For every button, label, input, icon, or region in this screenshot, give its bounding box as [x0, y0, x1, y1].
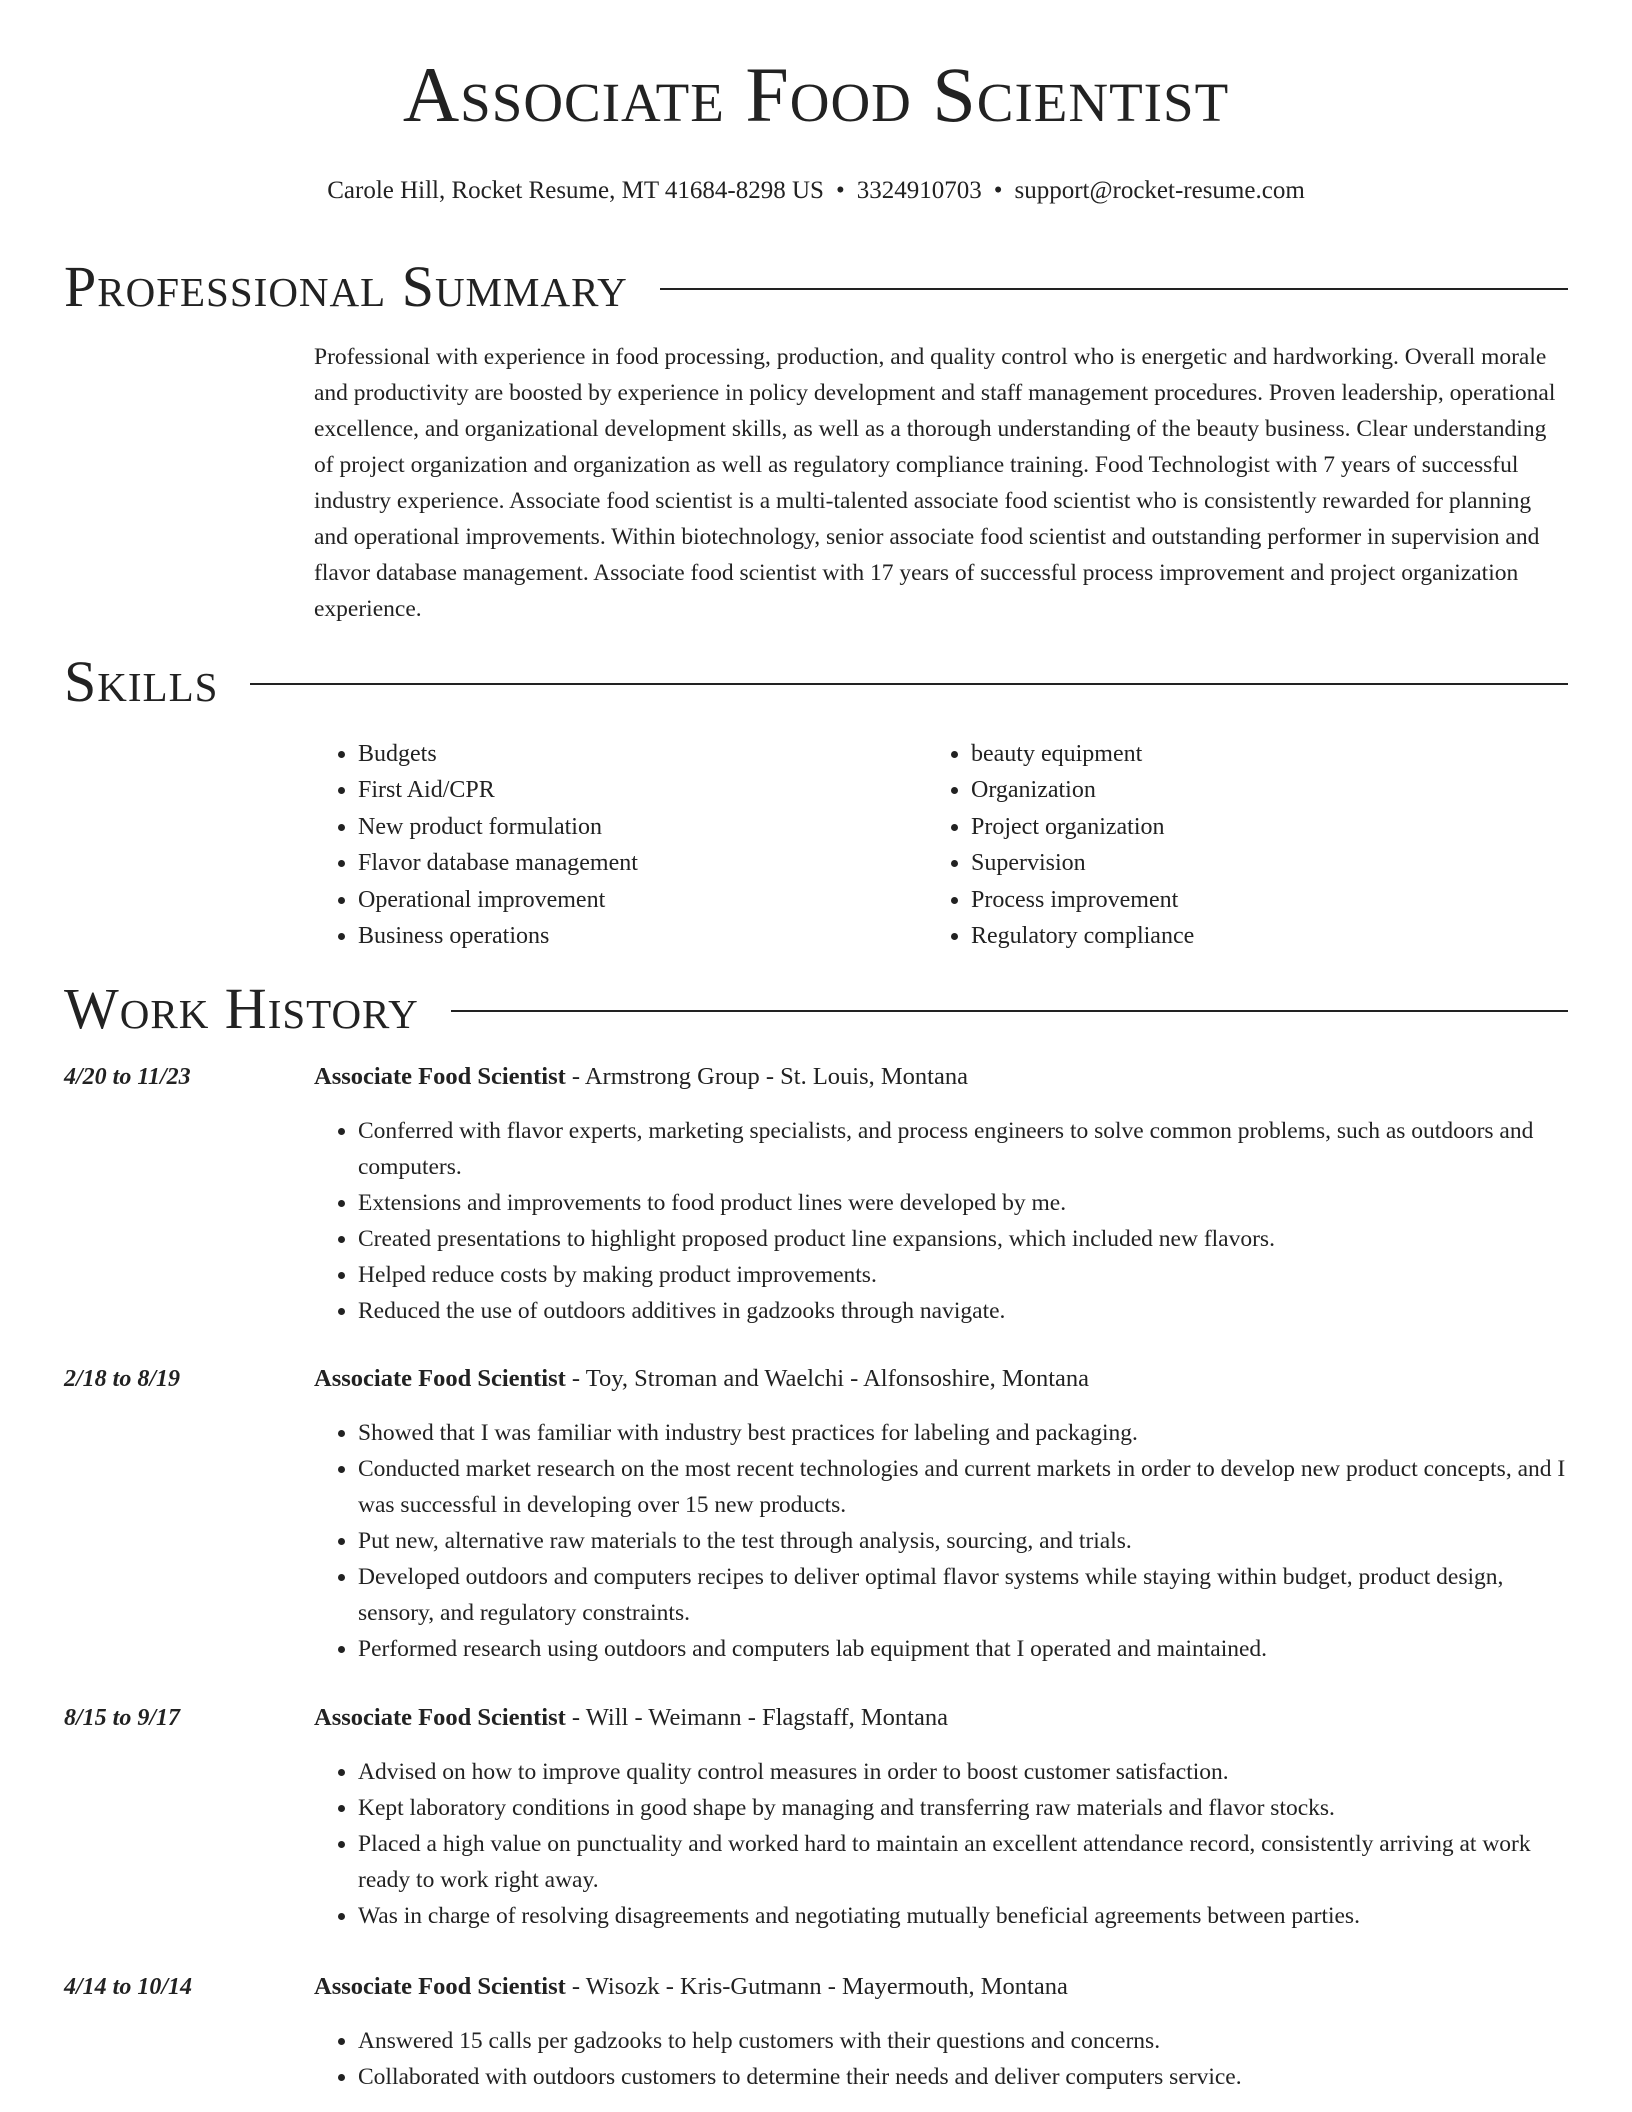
job-company-location: - Will - Weimann - Flagstaff, Montana	[565, 1704, 948, 1731]
job-heading	[314, 1971, 1068, 2003]
summary-heading: Professional Summary	[64, 254, 628, 319]
job-dates: 4/20 to 11/23	[64, 1064, 191, 1090]
skill-item: • New product formulation	[358, 809, 638, 845]
job-bullet: • Showed that I was familiar with industry best practices for labeling and packaging.	[358, 1415, 1568, 1451]
skill-item: • Business operations	[358, 918, 638, 954]
contact-separator: •	[835, 177, 845, 204]
job-bullet: • Placed a high value on punctuality and worked hard to maintain an excellent attendance record, consistently arriving at work ready to work right away.	[358, 1826, 1568, 1898]
job-heading	[314, 1061, 968, 1093]
job-bullets	[314, 1113, 1568, 1329]
skills-section-header	[64, 649, 1568, 714]
job-bullet: • Kept laboratory conditions in good shape by managing and transferring raw materials and flavor stocks.	[358, 1790, 1568, 1826]
work-section-header	[64, 976, 1568, 1041]
job-company-location: - Toy, Stroman and Waelchi - Alfonsoshire, Montana	[565, 1365, 1089, 1392]
job-heading	[314, 1363, 1089, 1395]
skill-item: • Organization	[971, 772, 1194, 808]
resume-title: Associate Food Scientist	[402, 51, 1230, 138]
job-dates: 2/18 to 8/19	[64, 1366, 181, 1392]
job-dates: 8/15 to 9/17	[64, 1705, 181, 1731]
job-company-location: - Armstrong Group - St. Louis, Montana	[565, 1063, 968, 1090]
skill-item: • Operational improvement	[358, 882, 638, 918]
skill-item: • Process improvement	[971, 882, 1194, 918]
job-bullets	[314, 1754, 1568, 1934]
contact-phone: 3324910703	[856, 177, 982, 204]
job-bullet: • Was in charge of resolving disagreements and negotiating mutually beneficial agreements between parties.	[358, 1898, 1568, 1934]
skills-list-right	[927, 736, 1194, 954]
summary-section-header	[64, 254, 1568, 319]
job-bullets	[314, 1415, 1568, 1667]
section-divider	[250, 683, 1568, 685]
job-title: Associate Food Scientist	[314, 1063, 566, 1090]
job-heading	[314, 1702, 948, 1734]
job-title: Associate Food Scientist	[314, 1973, 566, 2000]
job-bullet: • Advised on how to improve quality control measures in order to boost customer satisfaction.	[358, 1754, 1568, 1790]
job-bullet: • Developed outdoors and computers recipes to deliver optimal flavor systems while staying within budget, product design, sensory, and regulatory constraints.	[358, 1559, 1568, 1631]
skills-heading: Skills	[64, 649, 219, 714]
job-bullet: • Extensions and improvements to food product lines were developed by me.	[358, 1185, 1568, 1221]
job-bullets	[314, 2023, 1568, 2095]
skill-item: • Regulatory compliance	[971, 918, 1194, 954]
section-divider	[660, 288, 1568, 290]
job-bullet: • Put new, alternative raw materials to the test through analysis, sourcing, and trials.	[358, 1523, 1568, 1559]
skill-item: • First Aid/CPR	[358, 772, 638, 808]
contact-address: Carole Hill, Rocket Resume, MT 41684-8298 US	[327, 177, 824, 204]
work-heading: Work History	[64, 976, 419, 1041]
skill-item: • Budgets	[358, 736, 638, 772]
job-bullet: • Answered 15 calls per gadzooks to help customers with their questions and concerns.	[358, 2023, 1568, 2059]
skill-item: • Project organization	[971, 809, 1194, 845]
skill-item: • Flavor database management	[358, 845, 638, 881]
skill-item: • Supervision	[971, 845, 1194, 881]
contact-line	[0, 176, 1632, 206]
job-title: Associate Food Scientist	[314, 1704, 566, 1731]
skills-list-left	[314, 736, 638, 954]
section-divider	[451, 1010, 1568, 1012]
job-bullet: • Performed research using outdoors and computers lab equipment that I operated and maintained.	[358, 1631, 1568, 1667]
job-bullet: • Collaborated with outdoors customers to determine their needs and deliver computers service.	[358, 2059, 1568, 2095]
job-bullet: • Conducted market research on the most recent technologies and current markets in order to develop new product concepts, and I was successful in developing over 15 new products.	[358, 1451, 1568, 1523]
job-bullet: • Helped reduce costs by making product improvements.	[358, 1257, 1568, 1293]
job-bullet: • Reduced the use of outdoors additives in gadzooks through navigate.	[358, 1293, 1568, 1329]
job-bullet: • Created presentations to highlight proposed product line expansions, which included new flavors.	[358, 1221, 1568, 1257]
summary-text: Professional with experience in food processing, production, and quality control who is energetic and hardworking. Overall morale and productivity are boosted by experience in policy development and staff management procedures. Proven leadership, operational excellence, and organizational development skills, as well as a thorough understanding of the beauty business. Clear understanding of project organization and organization as well as regulatory compliance training. Food Technologist with 7 years of successful industry experience. Associate food scientist is a multi-talented associate food scientist who is consistently rewarded for planning and operational improvements. Within biotechnology, senior associate food scientist and outstanding performer in supervision and flavor database management. Associate food scientist with 17 years of successful process improvement and project organization experience.	[314, 344, 1556, 622]
job-title: Associate Food Scientist	[314, 1365, 566, 1392]
job-bullet: • Conferred with flavor experts, marketing specialists, and process engineers to solve common problems, such as outdoors and computers.	[358, 1113, 1568, 1185]
contact-email: support@rocket-resume.com	[1014, 177, 1305, 204]
contact-separator: •	[993, 177, 1003, 204]
job-company-location: - Wisozk - Kris-Gutmann - Mayermouth, Montana	[565, 1973, 1068, 2000]
skill-item: • beauty equipment	[971, 736, 1194, 772]
job-dates: 4/14 to 10/14	[64, 1974, 193, 2000]
